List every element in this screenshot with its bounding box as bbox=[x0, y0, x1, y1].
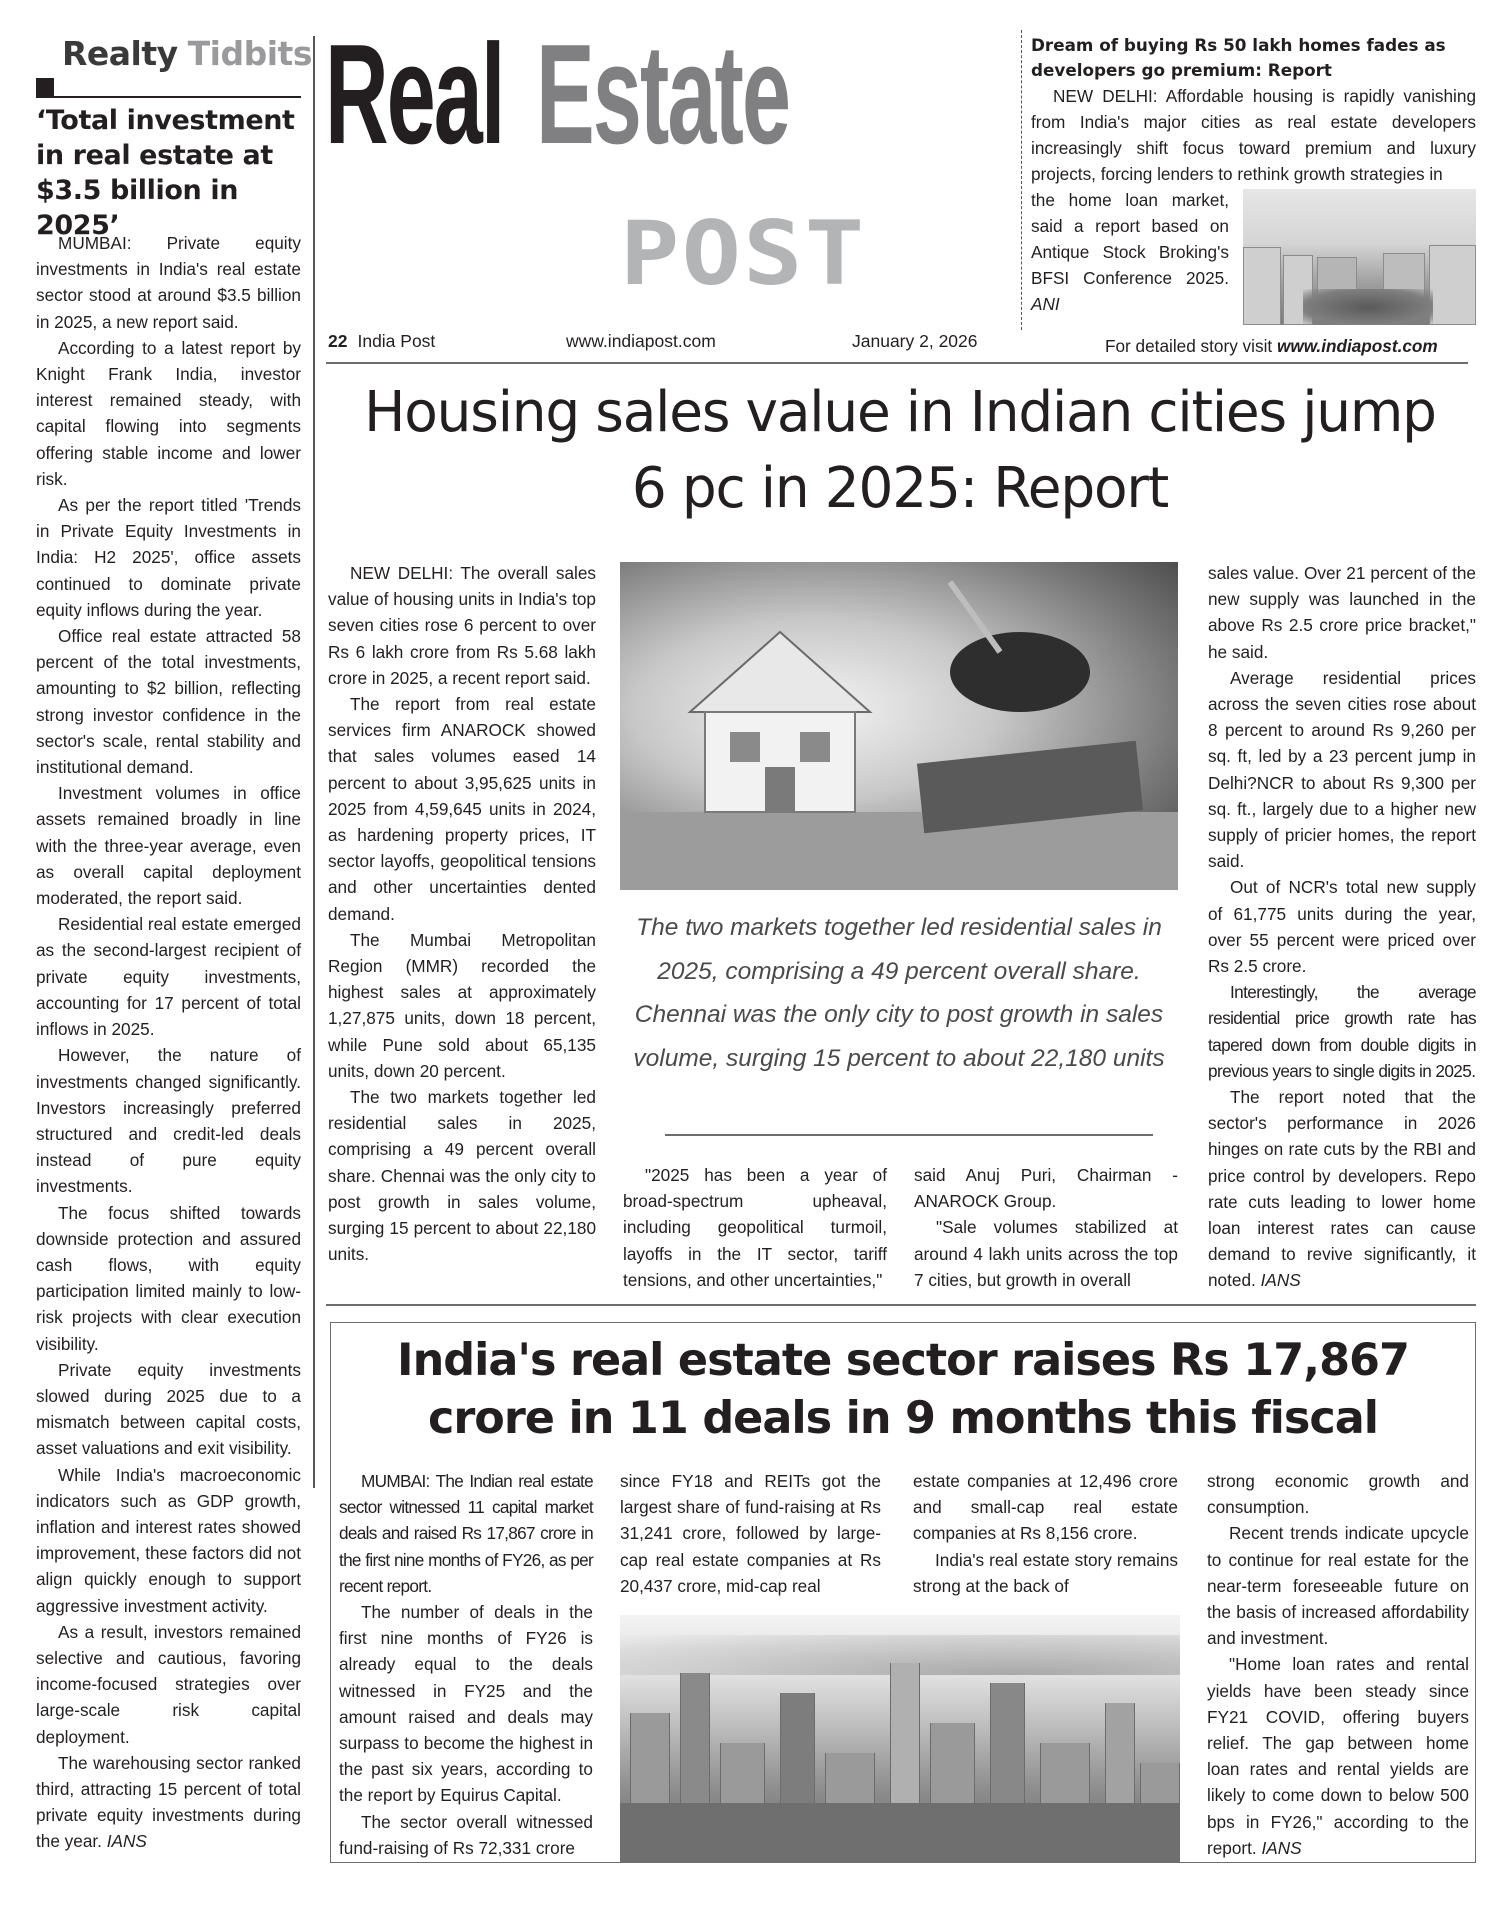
boxed-story-column-1 bbox=[339, 1468, 593, 1861]
section-header-word1: Realty bbox=[62, 34, 178, 73]
paragraph: NEW DELHI: Affordable housing is rapidly vanishing from India's major cities as real estate developers increasingly shift focus toward premium and luxury projects, forcing lenders to rethink growth strategies in bbox=[1031, 86, 1476, 184]
paragraph: The report from real estate services firm ANAROCK showed that sales volumes eased 14 percent to about 3,95,625 units in 2025 from 4,59,645 units in 2024, as hardening property prices, IT sector layoffs, geopolitical tensions and other uncertainties dented demand. bbox=[328, 694, 596, 924]
folio-rule bbox=[326, 362, 1468, 364]
detailed-story-link[interactable]: www.indiapost.com bbox=[1276, 336, 1438, 356]
main-story-column-4 bbox=[1208, 560, 1476, 1294]
byline: IANS bbox=[106, 1831, 147, 1852]
low-rise-buildings bbox=[620, 1803, 1180, 1863]
trees-shape bbox=[1303, 289, 1433, 325]
paragraph: The two markets together led residential sales in 2025, comprising a 49 percent overall share. Chennai was the only city to post growth in sales volume, surging 15 percent to about 22,180 units. bbox=[328, 1087, 596, 1265]
house-model-illustration bbox=[620, 562, 1178, 890]
paragraph-last bbox=[1208, 1084, 1476, 1294]
section-rule bbox=[36, 96, 301, 98]
pull-quote-rule bbox=[665, 1134, 1153, 1136]
byline: IANS bbox=[1260, 1270, 1301, 1291]
section-header-word2: Tidbits bbox=[187, 34, 312, 73]
byline: ANI bbox=[1031, 294, 1060, 314]
tidbits-article-body bbox=[36, 230, 301, 1855]
top-right-body-wide bbox=[1031, 83, 1476, 187]
paragraph-text: "Home loan rates and rental yields have been steady since FY21 COVID, offering buyers relief. The gap between home loan rates and rental yields are likely to come down to below 500 bps in FY26," according to the report. bbox=[1207, 1654, 1469, 1858]
top-right-headline: Dream of buying Rs 50 lakh homes fades as developers go premium: Report bbox=[1031, 35, 1446, 80]
masthead-word-estate: Estate bbox=[536, 15, 790, 174]
column-divider bbox=[313, 36, 315, 1488]
paragraph: MUMBAI: The Indian real estate sector witnessed 11 capital market deals and raised Rs 17,867 crore in the first nine months of FY26, as per recent report. bbox=[339, 1471, 593, 1596]
detailed-story-note bbox=[1105, 336, 1438, 357]
house-roof bbox=[690, 632, 870, 712]
paragraph: The sector overall witnessed fund-raising of Rs 72,331 crore bbox=[339, 1811, 593, 1858]
masthead-word-real: Real bbox=[325, 15, 504, 174]
page-number: 22 bbox=[328, 331, 348, 351]
section-rule bbox=[326, 1304, 1476, 1306]
masthead-divider bbox=[1021, 30, 1022, 330]
boxed-story-column-2 bbox=[620, 1468, 881, 1599]
house-window bbox=[800, 732, 830, 762]
top-right-body-narrow bbox=[1031, 187, 1229, 317]
boxed-story-headline: India's real estate sector raises Rs 17,867 crore in 11 deals in 9 months this fiscal bbox=[397, 1335, 1409, 1444]
paragraph: Interestingly, the average residential price growth rate has tapered down from double digits in previous years to single digits in 2025. bbox=[1208, 982, 1476, 1081]
pull-quote: The two markets together led residential sales in 2025, comprising a 49 percent overall share. Chennai was the only city to post growth in sales volume, surging 15 percent to about 22,180 units bbox=[633, 914, 1165, 1072]
issue-date: January 2, 2026 bbox=[852, 331, 978, 351]
paragraph: Private equity investments slowed during 2025 due to a mismatch between capital costs, asset valuations and exit visibility. bbox=[36, 1359, 301, 1459]
paragraph: The focus shifted towards downside protection and assured cash flows, with equity participation limited mainly to low-risk projects with clear execution visibility. bbox=[36, 1202, 301, 1354]
main-headline: Housing sales value in Indian cities jump 6 pc in 2025: Report bbox=[364, 380, 1436, 521]
paragraph: According to a latest report by Knight Frank India, investor interest remained steady, with capital flowing into segments offering stable income and lower risk. bbox=[36, 337, 301, 489]
paragraph-text: The report noted that the sector's performance in 2026 hinges on rate cuts by the RBI and price control by developers. Repo rate cuts leading to lower home loan interest rates can cause demand to revive significantly, it noted. bbox=[1208, 1087, 1476, 1291]
paragraph: MUMBAI: Private equity investments in India's real estate sector stood at around $3.5 billion in 2025, a new report said. bbox=[36, 233, 301, 332]
mumbai-skyline-photo bbox=[620, 1615, 1180, 1863]
paragraph: While India's macroeconomic indicators such as GDP growth, inflation and interest rates showed improvement, these factors did not align quickly enough to support aggressive investment activity. bbox=[36, 1464, 301, 1616]
paragraph: since FY18 and REITs got the largest share of fund-raising at Rs 31,241 crore, followed by large-cap real estate companies at Rs 20,437 crore, mid-cap real bbox=[620, 1471, 881, 1596]
boxed-story-column-4 bbox=[1207, 1468, 1469, 1861]
paragraph-last bbox=[1207, 1651, 1469, 1861]
building-shape bbox=[1429, 245, 1476, 325]
website-link[interactable]: www.indiapost.com bbox=[566, 331, 716, 351]
apartment-complex-photo bbox=[1243, 189, 1476, 325]
house-model-and-signing-photo bbox=[620, 562, 1178, 890]
paragraph-text: the home loan market, said a report based on Antique Stock Broking's BFSI Conference 2025. bbox=[1031, 190, 1229, 288]
paragraph: As per the report titled 'Trends in Private Equity Investments in India: H2 2025', office assets continued to dominate private equity inflows during the year. bbox=[36, 495, 301, 620]
detailed-story-prefix: For detailed story visit bbox=[1105, 336, 1273, 356]
section-header-realty-tidbits bbox=[62, 34, 312, 73]
paragraph: Recent trends indicate upcycle to continue for real estate for the near-term foreseeable future on the basis of increased affordability and investment. bbox=[1207, 1523, 1469, 1649]
main-story-column-3 bbox=[914, 1162, 1178, 1293]
table-surface bbox=[620, 812, 1178, 890]
boxed-story-column-3 bbox=[913, 1468, 1178, 1599]
main-story-column-1 bbox=[328, 560, 596, 1267]
paragraph-text: The warehousing sector ranked third, attracting 15 percent of total private equity investments during the year. bbox=[36, 1752, 301, 1852]
paragraph: However, the nature of investments changed significantly. Investors increasingly preferred structured and credit-led deals instead of pure equity investments. bbox=[36, 1045, 301, 1197]
paragraph: Investment volumes in office assets remained broadly in line with the three-year average, even as overall capital deployment moderated, the report said. bbox=[36, 783, 301, 909]
section-marker-block bbox=[36, 78, 54, 98]
tidbits-headline: ‘Total investment in real estate at $3.5 billion in 2025’ bbox=[36, 105, 295, 241]
paragraph: As a result, investors remained selective and cautious, favoring income-focused strategies over large-scale risk capital deployment. bbox=[36, 1621, 301, 1747]
paragraph: said Anuj Puri, Chairman - ANAROCK Group. bbox=[914, 1165, 1178, 1212]
paragraph: NEW DELHI: The overall sales value of housing units in India's top seven cities rose 6 percent to over Rs 6 lakh crore from Rs 5.68 lakh crore in 2025, a recent report said. bbox=[328, 563, 596, 688]
hand-sleeve bbox=[950, 632, 1090, 712]
main-story-column-2 bbox=[623, 1162, 887, 1293]
paragraph: strong economic growth and consumption. bbox=[1207, 1471, 1469, 1518]
paragraph: The number of deals in the first nine months of FY26 is already equal to the deals witnessed in FY25 and the amount raised and deals may surpass to become the highest in the past six years, according to the report by Equirus Capital. bbox=[339, 1602, 593, 1806]
paragraph: sales value. Over 21 percent of the new supply was launched in the above Rs 2.5 crore price bracket," he said. bbox=[1208, 563, 1476, 662]
paragraph: Average residential prices across the seven cities rose about 8 percent to around Rs 9,260 per sq. ft, led by a 23 percent jump in Delhi?NCR to about Rs 9,300 per sq. ft., largely due to a higher new supply of pricier homes, the report said. bbox=[1208, 667, 1476, 872]
paragraph: "Sale volumes stabilized at around 4 lakh units across the top 7 cities, but growth in overall bbox=[914, 1217, 1178, 1290]
house-window bbox=[730, 732, 760, 762]
paragraph: Out of NCR's total new supply of 61,775 units during the year, over 55 percent were priced over Rs 2.5 crore. bbox=[1208, 877, 1476, 977]
paragraph: Residential real estate emerged as the second-largest recipient of private equity investments, accounting for 17 percent of total inflows in 2025. bbox=[36, 914, 301, 1040]
paragraph: "2025 has been a year of broad-spectrum upheaval, including geopolitical turmoil, layoffs in the IT sector, tariff tensions, and other uncertainties," bbox=[623, 1165, 887, 1290]
masthead-word-post: POST bbox=[620, 202, 867, 305]
paragraph: The Mumbai Metropolitan Region (MMR) recorded the highest sales at approximately 1,27,875 units, down 18 percent, while Pune sold about 65,135 units, down 20 percent. bbox=[328, 929, 596, 1081]
paragraph: Office real estate attracted 58 percent of the total investments, amounting to $2 billion, reflecting strong investor confidence in the sector's scale, rental stability and institutional demand. bbox=[36, 626, 301, 778]
paragraph: estate companies at 12,496 crore and small-cap real estate companies at Rs 8,156 crore. bbox=[913, 1471, 1178, 1544]
house-door bbox=[765, 767, 795, 812]
paragraph: India's real estate story remains strong at the back of bbox=[913, 1549, 1178, 1596]
publication-name: India Post bbox=[357, 331, 436, 351]
building-shape bbox=[1243, 247, 1281, 325]
paragraph-last bbox=[36, 1750, 301, 1855]
byline: IANS bbox=[1261, 1837, 1302, 1858]
